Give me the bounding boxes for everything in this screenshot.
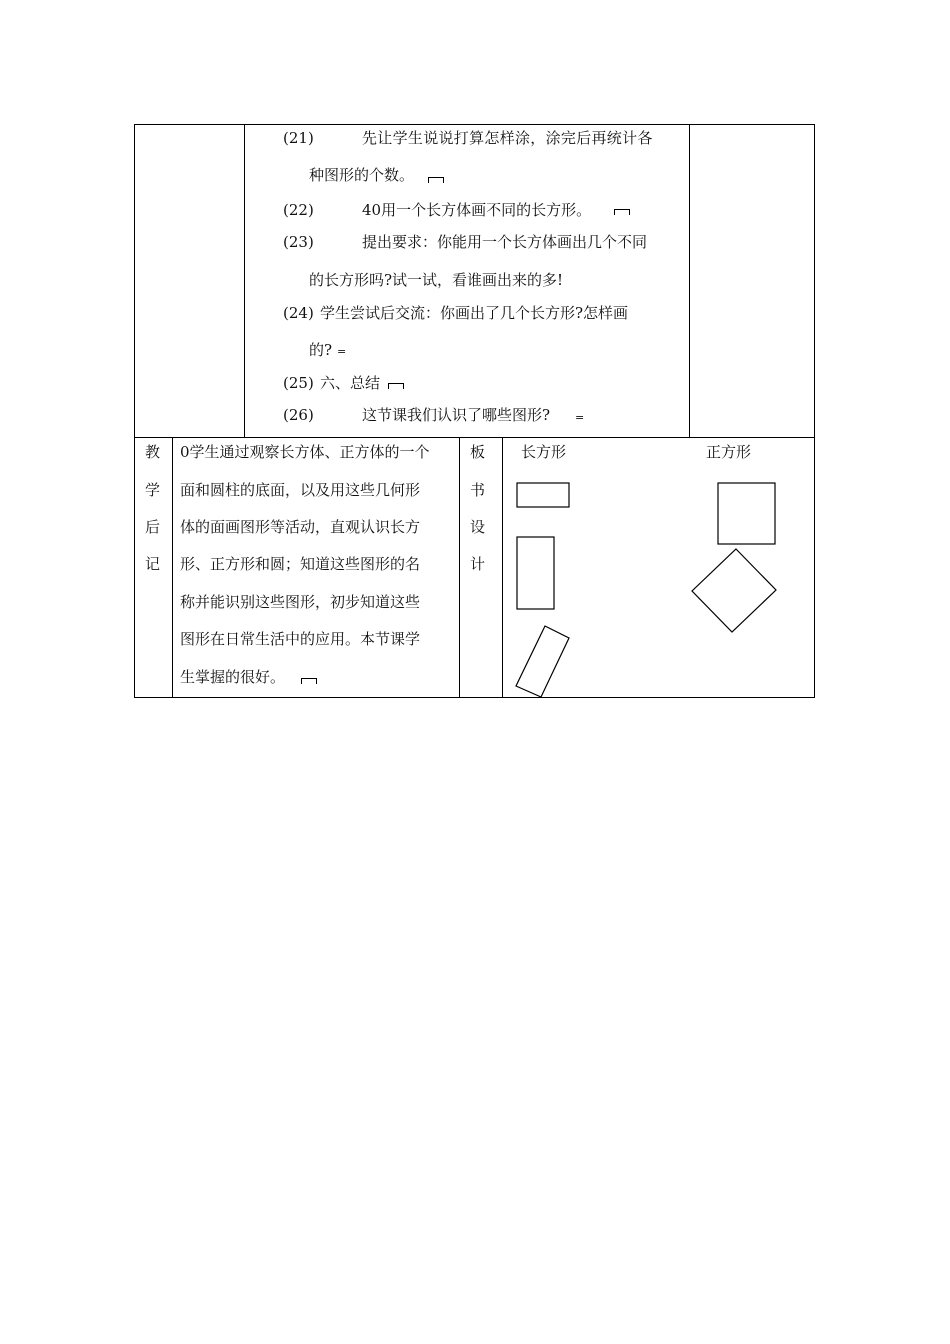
square-upright	[718, 483, 775, 544]
reflection-line: 面和圆柱的底面，以及用这些几何形	[180, 481, 421, 499]
equals-mark-icon: =	[337, 345, 347, 358]
reflection-heading-char: 后	[145, 518, 161, 536]
reflection-line: 图形在日常生活中的应用。本节课学	[180, 630, 421, 648]
board-heading-char: 板	[470, 443, 486, 461]
equals-mark-icon: =	[575, 411, 585, 424]
step-24-text: 学生尝试后交流：你画出了几个长方形?怎样画	[320, 304, 629, 322]
square-rotated	[692, 549, 776, 632]
rectangle-horizontal	[517, 483, 569, 507]
step-26-number: (26)	[283, 406, 314, 424]
reflection-line: 生掌握的很好。	[180, 668, 286, 686]
reflection-heading-char: 教	[145, 443, 161, 461]
step-23-text: 提出要求：你能用一个长方体画出几个不同	[362, 233, 648, 251]
board-heading-char: 书	[470, 481, 486, 499]
step-21-number: (21)	[283, 129, 314, 147]
board-heading-char: 计	[470, 555, 486, 573]
step-25-text: 六、总结	[320, 374, 381, 392]
reflection-line: 称并能识别这些图形，初步知道这些	[180, 593, 421, 611]
board-heading-char: 设	[470, 518, 486, 536]
step-23-number: (23)	[283, 233, 314, 251]
reflection-heading-char: 学	[145, 481, 161, 499]
step-25-number: (25)	[283, 374, 314, 392]
step-21-text: 先让学生说说打算怎样涂，涂完后再统计各	[362, 129, 653, 147]
square-label: 正方形	[706, 443, 752, 461]
step-21-continued: 种图形的个数。	[309, 166, 415, 184]
step-23-continued: 的长方形吗?试一试，看谁画出来的多!	[309, 271, 564, 289]
step-22-text: 40用一个长方体画不同的长方形。	[362, 201, 592, 219]
step-24-number: (24)	[283, 304, 314, 322]
reflection-heading-char: 记	[145, 555, 161, 573]
step-24-continued: 的?	[309, 341, 333, 359]
reflection-line: 0学生通过观察长方体、正方体的一个	[180, 443, 430, 461]
step-22-number: (22)	[283, 201, 314, 219]
reflection-line: 体的面画图形等活动，直观认识长方	[180, 518, 421, 536]
step-26-text: 这节课我们认识了哪些图形?	[362, 406, 551, 424]
rectangle-label: 长方形	[521, 443, 567, 461]
rectangle-tilted	[516, 626, 569, 697]
reflection-line: 形、正方形和圆；知道这些图形的名	[180, 555, 421, 573]
rectangle-vertical	[517, 537, 554, 609]
